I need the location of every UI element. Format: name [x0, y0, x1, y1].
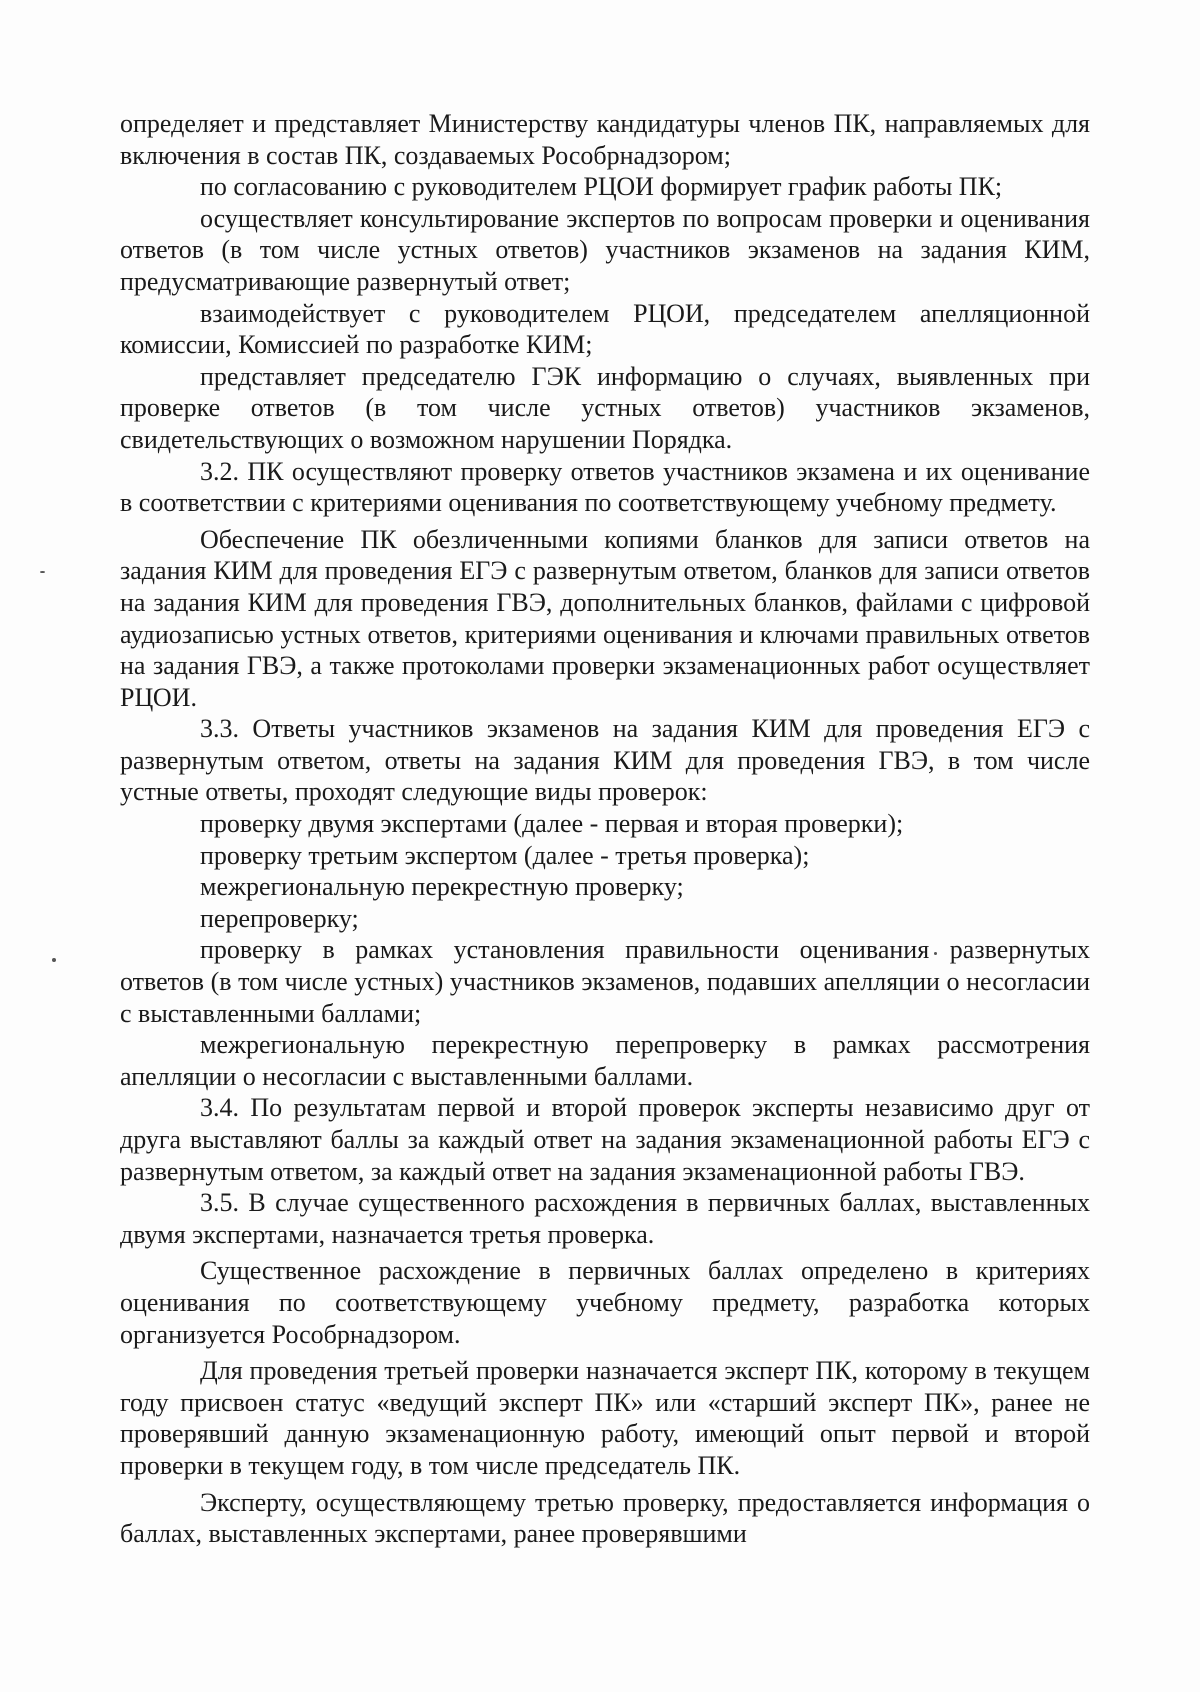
- paragraph-discrepancy: Существенное расхождение в первичных баллах определено в критериях оценивания по соответствующему учебному предмету, разработка которых организуется Рособрнадзором.: [120, 1256, 1090, 1349]
- paragraph-third-expert-info: Эксперту, осуществляющему третью проверку, предоставляется информация о баллах, выставленных экспертами, ранее проверявшими: [120, 1487, 1090, 1549]
- scan-speck: [52, 958, 56, 962]
- paragraph-third-expert: Для проведения третьей проверки назначается эксперт ПК, которому в текущем году присвоен статус «ведущий эксперт ПК» или «старший эксперт ПК», ранее не проверявший данную экзаменационную работу, имеющий опыт первой и второй проверки в текущем году, в том числе председатель ПК.: [120, 1356, 1090, 1480]
- paragraph-3-2: 3.2. ПК осуществляют проверку ответов участников экзамена и их оценивание в соответствии с критериями оценивания по соответствующему учебному предмету.: [120, 456, 1090, 518]
- paragraph-3-4: 3.4. По результатам первой и второй проверок эксперты независимо друг от друга выставляют баллы за каждый ответ на задания экзаменационной работы ЕГЭ с развернутым ответом, за каждый ответ на задания экзаменационной работы ГВЭ.: [120, 1093, 1090, 1186]
- list-item-third-check: проверку третьим экспертом (далее - третья проверка);: [200, 840, 810, 870]
- paragraph-provision: Обеспечение ПК обезличенными копиями бланков для записи ответов на задания КИМ для проведения ЕГЭ с развернутым ответом, бланков для записи ответов на задания КИМ для проведения ГВЭ, дополнительных бланков, файлами с цифровой аудиозаписью устных ответов, критериями оценивания и ключами правильных ответов на задания ГВЭ, а также протоколами проверки экзаменационных работ осуществляет РЦОИ.: [120, 524, 1090, 712]
- scan-speck: [40, 571, 45, 573]
- list-item-first-second-check: проверку двумя экспертами (далее - первая и вторая проверки);: [200, 809, 904, 839]
- list-item-cross-check: межрегиональную перекрестную проверку;: [200, 872, 684, 902]
- list-item-appeal-check: проверку в рамках установления правильности оценивания развернутых ответов (в том числе устных) участников экзаменов, подавших апелляции о несогласии с выставленными баллами;: [120, 935, 1090, 1028]
- paragraph-3-3: 3.3. Ответы участников экзаменов на задания КИМ для проведения ЕГЭ с развернутым ответом, ответы на задания КИМ для проведения ГВЭ, в том числе устные ответы, проходят следующие виды проверок:: [120, 714, 1090, 807]
- paragraph-report-violations: представляет председателю ГЭК информацию о случаях, выявленных при проверке ответов (в том числе устных ответов) участников экзаменов, свидетельствующих о возможном нарушении Порядка.: [120, 361, 1090, 454]
- paragraph-work-schedule: по согласованию с руководителем РЦОИ формирует график работы ПК;: [200, 172, 1003, 202]
- paragraph-3-5: 3.5. В случае существенного расхождения в первичных баллах, выставленных двумя экспертами, назначается третья проверка.: [120, 1188, 1090, 1249]
- paragraph-consulting: осуществляет консультирование экспертов по вопросам проверки и оценивания ответов (в том числе устных ответов) участников экзаменов на задания КИМ, предусматривающие развернутый ответ;: [120, 203, 1090, 296]
- list-item-recheck: перепроверку;: [200, 903, 359, 933]
- paragraph-interaction: взаимодействует с руководителем РЦОИ, председателем апелляционной комиссии, Комиссией по разработке КИМ;: [120, 298, 1090, 360]
- list-item-cross-recheck: межрегиональную перекрестную перепроверку в рамках рассмотрения апелляции о несогласии с выставленными баллами.: [120, 1030, 1090, 1091]
- paragraph-nominate-members: определяет и представляет Министерству кандидатуры членов ПК, направляемых для включения в состав ПК, создаваемых Рособрнадзором;: [120, 109, 1090, 170]
- document-body: [120, 108, 1090, 1550]
